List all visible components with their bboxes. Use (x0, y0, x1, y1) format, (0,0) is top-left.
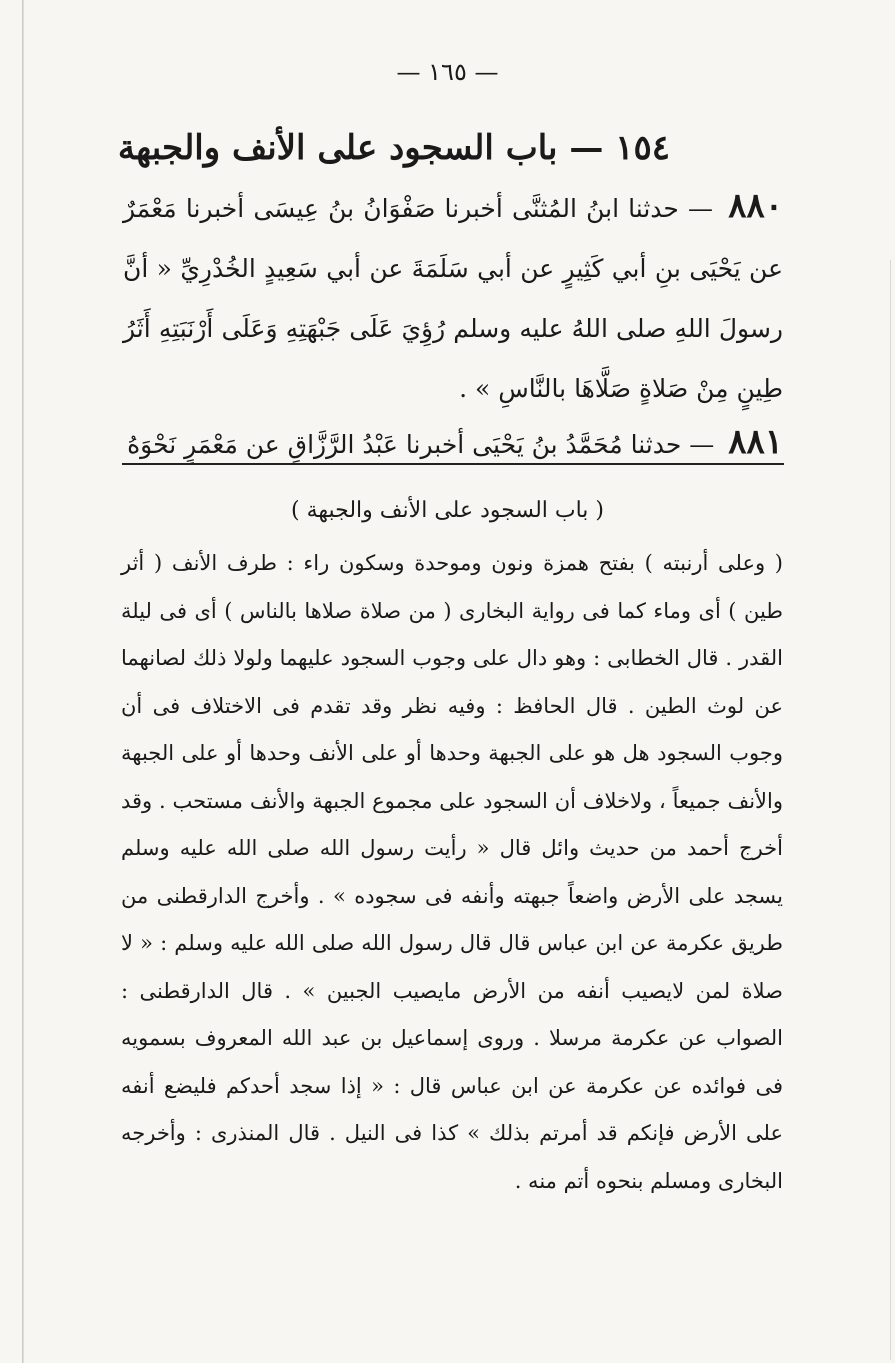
hadith-text: — حدثنا مُحَمَّدُ بنُ يَحْيَى أخبرنا عَبْدُ الرَّزَّاقِ عن مَعْمَرٍ نَحْوَهُ (127, 430, 715, 459)
page-edge (890, 260, 891, 1360)
page-number: — ١٦٥ — (396, 58, 499, 86)
hadith-number: ٨٨١ (728, 422, 783, 462)
hadith-number: ٨٨٠ (728, 186, 783, 226)
chapter-heading: ١٥٤ — باب السجود على الأنف والجبهة (117, 128, 670, 168)
commentary-body: ( وعلى أرنبته ) بفتح همزة ونون وموحدة وسكون راء : طرف الأنف ( أثر طين ) أى وماء كما فى رواية البخارى ( من صلاة صلاها بالناس ) أى فى ليلة القدر . قال الخطابى : وهو دال على وجوب السجود عليهما ولولا ذلك لصانهما عن لوث الطين . قال الحافظ : وفيه نظر وقد تقدم فى الاختلاف فى أن وجوب السجود هل هو على الجبهة وحدها أو على الأنف وحدها أو على الجبهة والأنف جميعاً ، ولاخلاف أن السجود على مجموع الجبهة والأنف مستحب . وقد أخرج أحمد من حديث وائل قال « رأيت رسول الله صلى الله عليه وسلم يسجد على الأرض واضعاً جبهته وأنفه فى سجوده » . وأخرج الدارقطنى من طريق عكرمة عن ابن عباس قال قال رسول الله صلى الله عليه وسلم : « لا صلاة لمن لايصيب أنفه من الأرض مايصيب الجبين » . قال الدارقطنى : الصواب عن عكرمة مرسلا . وروى إسماعيل بن عبد الله المعروف بسمويه فى فوائده عن عكرمة عن ابن عباس قال : « إذا سجد أحدكم فليضع أنفه على الأرض فإنكم قد أمرتم بذلك » كذا فى النيل . قال المنذرى : وأخرجه البخارى ومسلم بنحوه أتم منه . (121, 551, 783, 1193)
commentary-title: ( باب السجود على الأنف والجبهة ) (291, 498, 604, 523)
section-divider (122, 463, 784, 465)
hadith-880 (123, 176, 783, 421)
hadith-text: — حدثنا ابنُ المُثنَّى أخبرنا صَفْوَانُ بنُ عِيسَى أخبرنا مَعْمَرٌ عن يَحْيَى بنِ أبي كَثِيرٍ عن أبي سَلَمَةَ عن أبي سَعِيدٍ الخُدْرِيِّ « أنَّ رسولَ اللهِ صلى اللهُ عليه وسلم رُؤِيَ عَلَى جَبْهَتِهِ وَعَلَى أَرْنَبَتِهِ أَثَرُ طِينٍ مِنْ صَلاةٍ صَلَّاهَا بالنَّاسِ » . (123, 194, 783, 403)
binding-edge (22, 0, 24, 1363)
